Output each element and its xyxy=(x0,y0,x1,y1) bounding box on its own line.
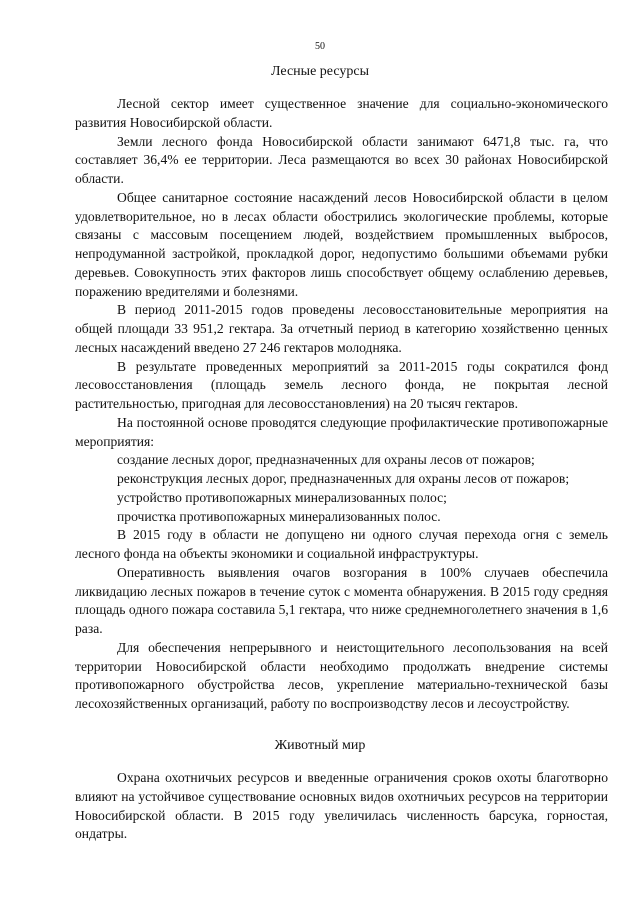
list-item: прочистка противопожарных минерализованных полос. xyxy=(117,508,441,524)
paragraph: Оперативность выявления очагов возгорания в 100% случаев обеспечила ликвидацию лесных пожаров в течение суток с момента обнаружения. В 2015 году средняя площадь одного пожара составила 5,1 гектара, что ниже среднемноголетнего значения в 1,6 раза. xyxy=(75,564,608,636)
paragraph: В результате проведенных мероприятий за 2011-2015 годы сократился фонд лесовосстановления (площадь земель лесного фонда, не покрытая лесной растительностью, пригодная для лесовосстановления) на 20 тысяч гектаров. xyxy=(75,358,608,411)
paragraph: Общее санитарное состояние насаждений лесов Новосибирской области в целом удовлетворительное, но в лесах области обострились экологические проблемы, которые связаны с массовым посещением людей, воздействием промышленных выбросов, непродуманной застройкой, прокладкой дорог, недопустимо большими объемами рубки деревьев. Совокупность этих факторов лишь способствует общему ослаблению деревьев, поражению вредителями и болезнями. xyxy=(75,189,608,299)
paragraph: На постоянной основе проводятся следующие профилактические противопожарные мероприятия: xyxy=(75,414,608,449)
list-item: устройство противопожарных минерализованных полос; xyxy=(117,489,447,505)
section-body-forest-resources xyxy=(75,95,608,714)
paragraph: Охрана охотничьих ресурсов и введенные ограничения сроков охоты благотворно влияют на устойчивое существование основных видов охотничьих ресурсов на территории Новосибирской области. В 2015 году увеличилась численность барсука, горностая, ондатры. xyxy=(75,770,608,842)
paragraph: В 2015 году в области не допущено ни одного случая перехода огня с земель лесного фонда на объекты экономики и социальной инфраструктуры. xyxy=(75,527,608,561)
section-title-forest-resources: Лесные ресурсы xyxy=(271,64,369,79)
paragraph: В период 2011-2015 годов проведены лесовосстановительные мероприятия на общей площади 33 951,2 гектара. За отчетный период в категорию хозяйственно ценных лесных насаждений введено 27 246 гектаров молодняка. xyxy=(75,302,608,355)
paragraph: Земли лесного фонда Новосибирской области занимают 6471,8 тыс. га, что составляет 36,4% ее территории. Леса размещаются во всех 30 районах Новосибирской области. xyxy=(75,133,608,186)
list-item: создание лесных дорог, предназначенных для охраны лесов от пожаров; xyxy=(117,452,535,468)
page-number: 50 xyxy=(315,41,325,52)
paragraph: Для обеспечения непрерывного и неистощительного лесопользования на всей территории Новосибирской области необходимо продолжать внедрение системы противопожарного обустройства лесов, укрепление материально-технической базы лесохозяйственных организаций, работу по воспроизводству лесов и лесоустройству. xyxy=(75,639,608,711)
list-item: реконструкция лесных дорог, предназначенных для охраны лесов от пожаров; xyxy=(117,471,570,486)
paragraph: Лесной сектор имеет существенное значение для социально-экономического развития Новосибирской области. xyxy=(75,96,608,130)
section-body-wildlife xyxy=(75,769,608,844)
section-title-wildlife: Животный мир xyxy=(274,738,366,753)
